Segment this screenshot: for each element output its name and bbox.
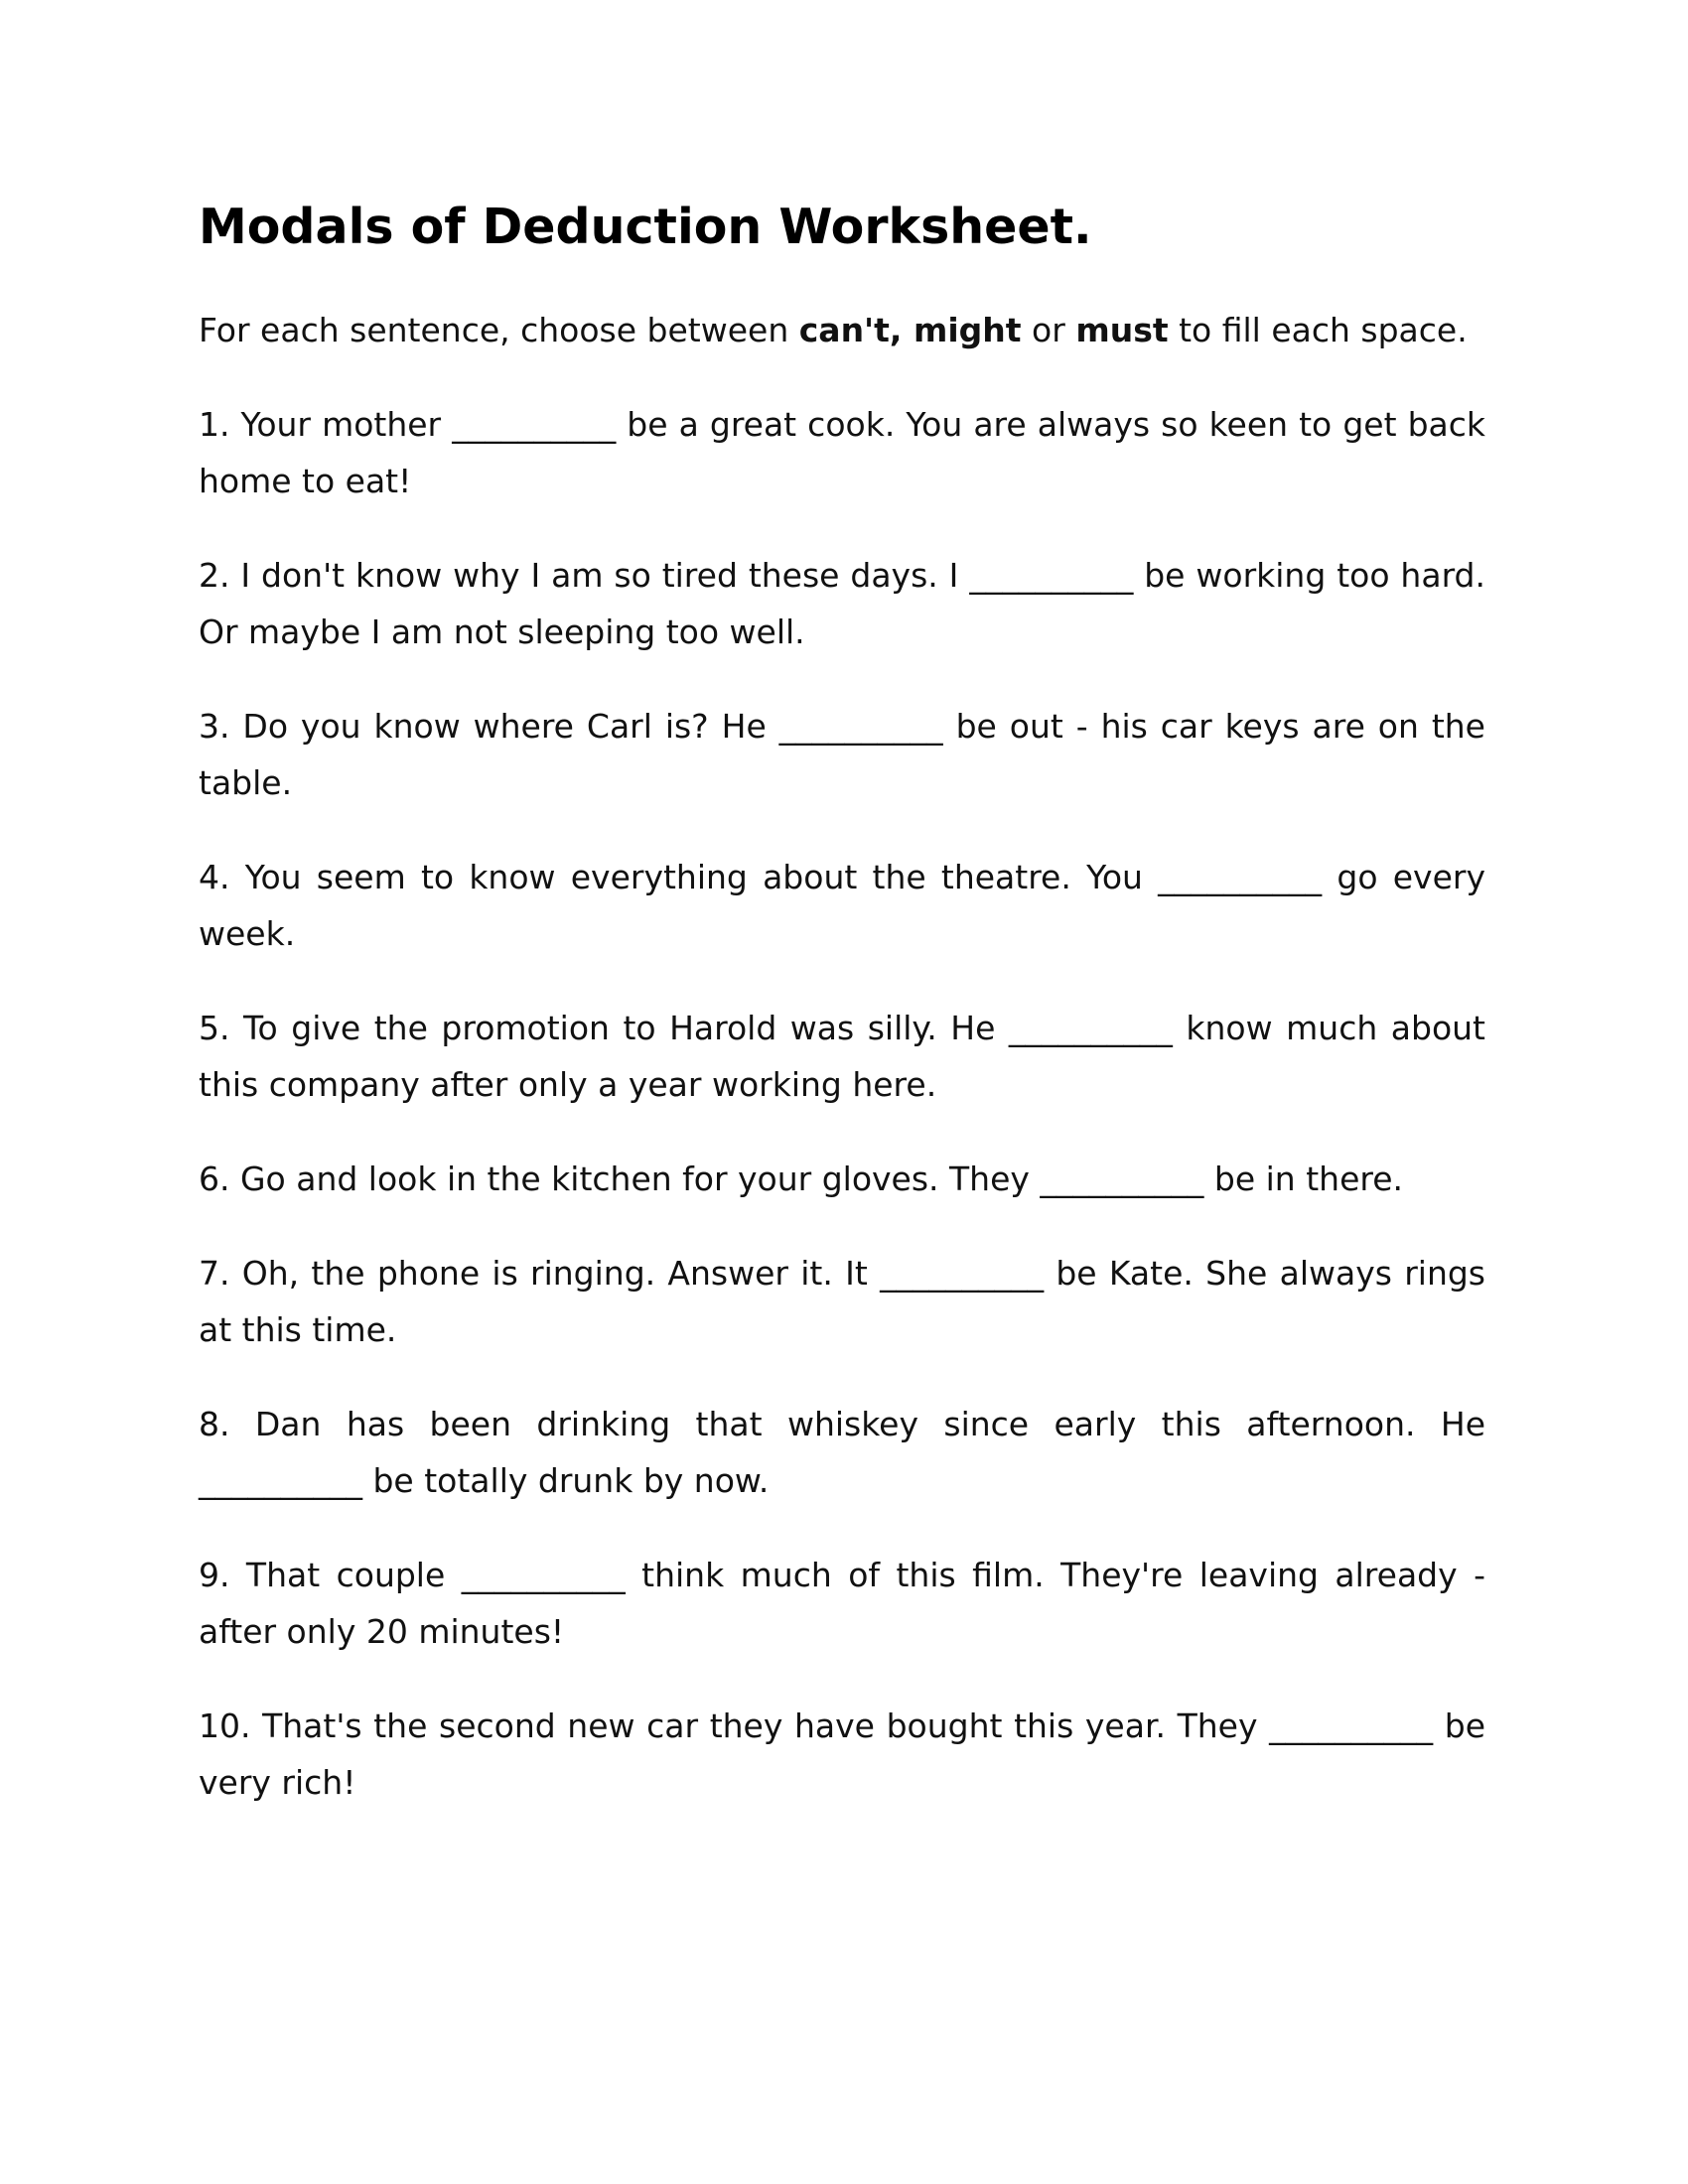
worksheet-title: Modals of Deduction Worksheet. (199, 199, 1092, 255)
question-8: 8. Dan has been drinking that whiskey since early this afternoon. He __________ be totally drunk by now. (199, 1405, 1485, 1500)
question-2: 2. I don't know why I am so tired these days. I __________ be working too hard. Or maybe I am not sleeping too well. (199, 556, 1485, 651)
instructions-text-middle: or (1021, 311, 1076, 349)
question-5: 5. To give the promotion to Harold was silly. He __________ know much about this company after only a year working here. (199, 1009, 1485, 1104)
question-4: 4. You seem to know everything about the theatre. You __________ go every week. (199, 858, 1485, 953)
instructions-text-before: For each sentence, choose between (199, 311, 799, 349)
question-3: 3. Do you know where Carl is? He __________ be out - his car keys are on the table. (199, 707, 1485, 802)
question-7: 7. Oh, the phone is ringing. Answer it. It __________ be Kate. She always rings at this time. (199, 1254, 1485, 1349)
instructions (199, 308, 1468, 353)
instructions-option-cant-might: can't, might (798, 311, 1022, 349)
question-9: 9. That couple __________ think much of this film. They're leaving already - after only 20 minutes! (199, 1556, 1485, 1651)
question-10: 10. That's the second new car they have bought this year. They __________ be very rich! (199, 1706, 1485, 1802)
question-6: 6. Go and look in the kitchen for your gloves. They __________ be in there. (199, 1160, 1404, 1198)
instructions-text-after: to fill each space. (1168, 311, 1468, 349)
instructions-option-must: must (1075, 311, 1169, 349)
question-1: 1. Your mother __________ be a great cook. You are always so keen to get back home to eat! (199, 405, 1485, 500)
